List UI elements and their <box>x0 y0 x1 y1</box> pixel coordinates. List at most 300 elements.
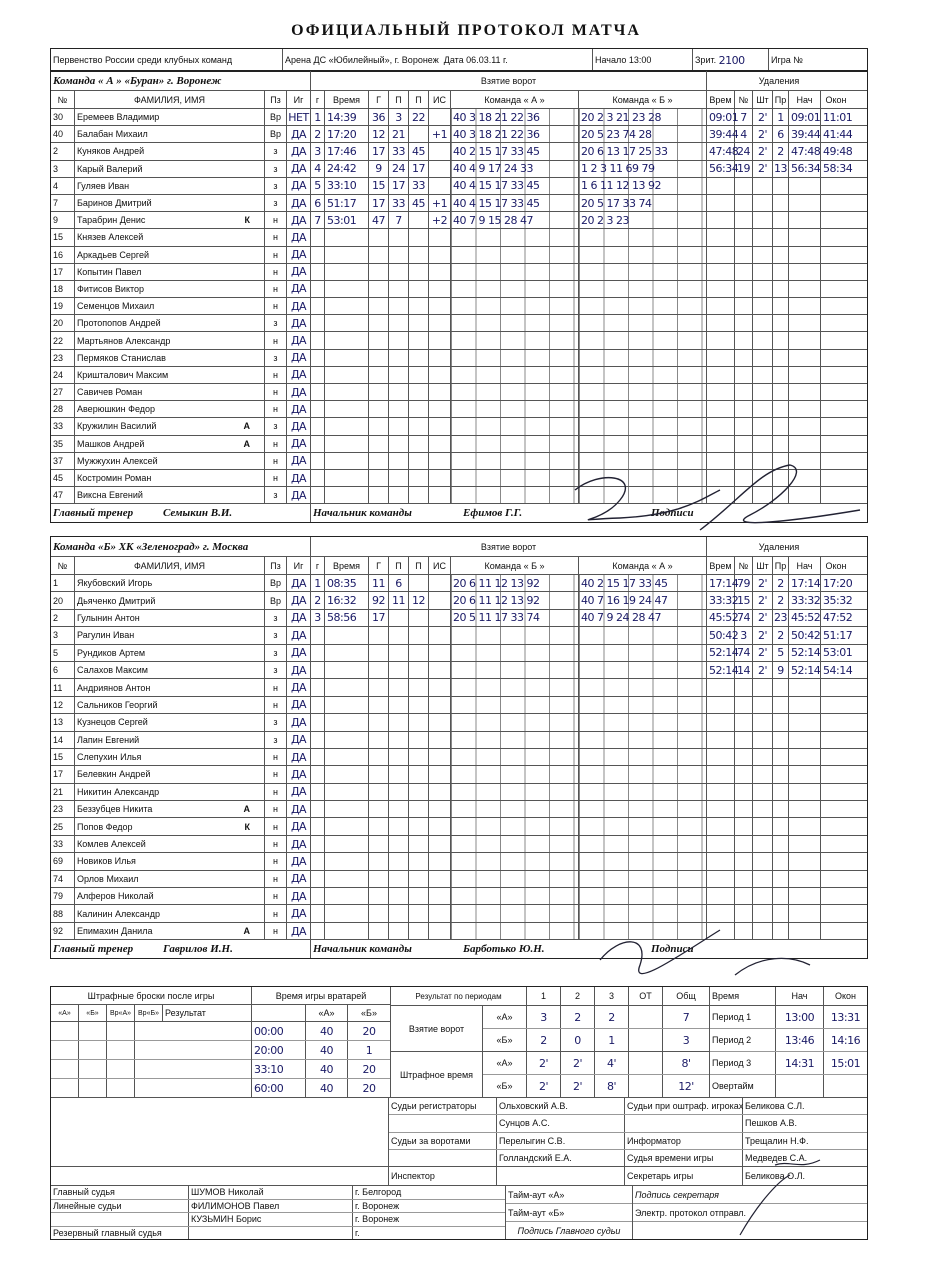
player-number: 40 <box>51 126 75 142</box>
player-played: ДА <box>287 401 311 417</box>
manager-name: Барботько Ю.Н. <box>463 943 545 956</box>
player-role: К <box>244 821 250 832</box>
player-number: 12 <box>51 697 75 713</box>
period-start: 13:46 <box>776 1029 824 1051</box>
manager-label: Начальник команды <box>313 943 412 956</box>
goal-time: 16:32 <box>325 592 369 608</box>
goal-situation: +1 <box>429 126 451 142</box>
player-number: 13 <box>51 714 75 730</box>
player-position: н <box>265 888 287 904</box>
player-number: 17 <box>51 766 75 782</box>
player-played: ДА <box>287 575 311 591</box>
player-name-text: Машков Андрей <box>77 438 145 449</box>
timeout-b: Тайм-аут «Б» <box>506 1204 632 1222</box>
period-block-label: Штрафное время <box>391 1052 483 1097</box>
player-position: н <box>265 697 287 713</box>
player-played: ДА <box>287 453 311 469</box>
goal-assist-1: 24 <box>389 161 409 177</box>
penalty-time: 17:14 <box>709 576 739 590</box>
goal-situation: +1 <box>429 195 451 211</box>
penalty-player: 7 <box>735 109 753 125</box>
player-name-text: Кружилин Василий <box>77 421 157 432</box>
player-position: н <box>265 923 287 939</box>
goal-scorer: 47 <box>369 212 389 228</box>
shootout-col: Вр«Б» <box>135 1005 163 1021</box>
player-played: ДА <box>287 679 311 695</box>
goals-section-title: Взятие ворот <box>311 71 707 90</box>
penalty-reason: 2 <box>773 627 789 643</box>
player-name-text: Копытин Павел <box>77 266 142 277</box>
player-number: 23 <box>51 801 75 817</box>
period-end: 13:31 <box>830 1010 861 1024</box>
player-played: ДА <box>287 836 311 852</box>
column-header: Нач <box>789 91 821 108</box>
player-name-text: Аркадьев Сергей <box>77 249 150 260</box>
player-number: 74 <box>51 871 75 887</box>
on-ice-own: 20 5 11 17 33 74 <box>451 610 579 626</box>
player-position: з <box>265 143 287 159</box>
penalty-player: 14 <box>735 662 753 678</box>
team-tag: «А» <box>483 1006 527 1028</box>
player-name-text: Кузнецов Сергей <box>77 717 148 728</box>
player-name-text: Якубовский Игорь <box>77 578 153 589</box>
on-ice-opponent: 20 5 23 74 28 <box>579 126 707 142</box>
column-header: Время <box>325 91 369 108</box>
on-ice-own: 20 6 11 12 13 92 <box>451 575 579 591</box>
player-played: ДА <box>287 766 311 782</box>
player-role: А <box>243 438 250 449</box>
period-value: 12' <box>678 1079 694 1093</box>
player-name-text: Алферов Николай <box>77 891 154 902</box>
team-tag: «Б» <box>483 1029 527 1051</box>
player-position: з <box>265 350 287 366</box>
penalty-end: 41:44 <box>823 127 853 141</box>
penalty-minutes: 2' <box>753 143 773 159</box>
player-role: А <box>243 804 250 815</box>
penalty-start: 50:42 <box>791 628 821 642</box>
player-position: н <box>265 384 287 400</box>
official-name: Беликова С.Л. <box>745 1101 805 1112</box>
penalty-minutes: 2' <box>753 645 773 661</box>
player-played: ДА <box>287 384 311 400</box>
coach-label: Главный тренер <box>53 507 134 520</box>
player-played: ДА <box>287 264 311 280</box>
on-ice-opponent: 40 7 16 19 24 47 <box>579 592 707 608</box>
penalty-start: 56:34 <box>791 162 821 176</box>
official-name: Сунцов А.С. <box>497 1115 625 1131</box>
player-played: ДА <box>287 143 311 159</box>
player-name-text: Семенцов Михаил <box>77 301 155 312</box>
player-position: н <box>265 871 287 887</box>
column-header: Время <box>325 557 369 574</box>
manager-label: Начальник команды <box>313 507 412 520</box>
end-col: Окон <box>834 991 856 1001</box>
column-header: П <box>409 91 429 108</box>
player-played: ДА <box>287 298 311 314</box>
goal-assist-1: 3 <box>389 109 409 125</box>
official-role: Судья времени игры <box>625 1150 743 1166</box>
goal-assist-1: 33 <box>389 143 409 159</box>
period-label: Период 1 <box>710 1006 776 1028</box>
player-name-text: Епимахин Данила <box>77 926 153 936</box>
player-name-text: Мужжухин Алексей <box>77 455 158 466</box>
player-number: 79 <box>51 888 75 904</box>
player-name-text: Попов Федор <box>77 821 133 832</box>
player-name-text: Аверюшкин Федор <box>77 404 156 415</box>
player-number: 9 <box>51 212 75 228</box>
penalty-player: 24 <box>735 143 753 159</box>
goal-scorer: 11 <box>369 575 389 591</box>
goalie-b: 20 <box>362 1081 376 1095</box>
player-played: ДА <box>287 871 311 887</box>
player-number: 3 <box>51 627 75 643</box>
period-value: 2' <box>561 1052 595 1074</box>
on-ice-opponent: 1 6 11 12 13 92 <box>579 178 707 194</box>
goalie-change-time: 60:00 <box>252 1079 306 1097</box>
goalie-col: «Б» <box>361 1008 377 1018</box>
penalty-start: 52:14 <box>791 646 821 660</box>
penalty-player: 4 <box>735 126 753 142</box>
column-header: Команда « А » <box>579 557 707 574</box>
goal-time: 17:20 <box>325 126 369 142</box>
spectators-label: Зрит. <box>695 55 717 65</box>
coach-label: Главный тренер <box>53 943 134 956</box>
player-played: ДА <box>287 801 311 817</box>
player-played: ДА <box>287 247 311 263</box>
goalie-b: 20 <box>362 1024 376 1038</box>
goal-scorer: 12 <box>369 126 389 142</box>
referee-role: Линейные судьи <box>51 1200 189 1213</box>
column-header: Команда « Б » <box>451 557 579 574</box>
goal-assist-1: 17 <box>389 178 409 194</box>
inspector-label: Инспектор <box>389 1167 497 1185</box>
goal-time: 17:46 <box>325 143 369 159</box>
signature-scribble <box>735 958 810 975</box>
player-position: н <box>265 836 287 852</box>
column-header: г <box>311 91 325 108</box>
penalty-end: 53:01 <box>823 646 853 660</box>
player-position: з <box>265 161 287 177</box>
official-role: Судьи за воротами <box>389 1133 497 1149</box>
player-name-text: Куняков Андрей <box>77 146 145 157</box>
goalie-change-time: 00:00 <box>252 1022 306 1040</box>
column-header: П <box>389 91 409 108</box>
goalie-b: 1 <box>365 1043 373 1057</box>
signature-scribble <box>740 1175 790 1235</box>
goal-scorer: 17 <box>369 143 389 159</box>
player-name-text: Фитисов Виктор <box>77 283 145 294</box>
player-number: 24 <box>51 367 75 383</box>
period-start: 14:31 <box>776 1052 824 1074</box>
period-label: Период 3 <box>710 1052 776 1074</box>
penalty-end: 51:17 <box>823 628 853 642</box>
goalie-change-time: 20:00 <box>252 1041 306 1059</box>
goal-number: 3 <box>311 143 325 159</box>
on-ice-own: 40 4 9 17 24 33 <box>451 161 579 177</box>
penalty-start: 47:48 <box>791 144 821 158</box>
penalty-start: 52:14 <box>791 663 821 677</box>
official-name: Перелыгин С.В. <box>497 1133 625 1149</box>
player-position: н <box>265 401 287 417</box>
official-name: Голландский Е.А. <box>497 1150 625 1166</box>
player-number: 69 <box>51 853 75 869</box>
goalie-a: 40 <box>306 1079 348 1097</box>
column-header: № <box>51 91 75 108</box>
player-name-text: Сальников Георгий <box>77 699 158 710</box>
player-name-text: Белевкин Андрей <box>77 769 151 780</box>
goalie-time-title: Время игры вратарей <box>252 987 390 1005</box>
column-header: ФАМИЛИЯ, ИМЯ <box>75 91 265 108</box>
player-number: 47 <box>51 487 75 503</box>
player-position: н <box>265 801 287 817</box>
player-name-text: Андриянов Антон <box>77 682 151 693</box>
penalty-minutes: 2' <box>753 592 773 608</box>
player-name-text: Кришталович Максим <box>77 369 169 380</box>
player-position: н <box>265 766 287 782</box>
penalty-player: 3 <box>735 627 753 643</box>
period-value: 2 <box>595 1006 629 1028</box>
on-ice-opponent: 40 2 15 17 33 45 <box>579 575 707 591</box>
player-played: ДА <box>287 418 311 434</box>
team-name: Команда « А » «Буран» г. Воронеж <box>51 71 311 90</box>
player-name-text: Гуляев Иван <box>77 180 130 191</box>
player-name-text: Пермяков Станислав <box>77 352 166 363</box>
player-played: ДА <box>287 749 311 765</box>
period-value: 2 <box>527 1029 561 1051</box>
goal-assist-2: 45 <box>409 195 429 211</box>
player-name-text: Беззубцев Никита <box>77 804 153 815</box>
player-played: ДА <box>287 888 311 904</box>
player-position: з <box>265 195 287 211</box>
penalty-end: 58:34 <box>823 162 853 176</box>
period-col: 2 <box>561 987 595 1005</box>
player-number: 20 <box>51 592 75 608</box>
shootout-col: «А» <box>51 1005 79 1021</box>
player-name-text: Рундиков Артем <box>77 647 146 658</box>
goal-number: 1 <box>311 109 325 125</box>
column-header: П <box>389 557 409 574</box>
period-col: 3 <box>595 987 629 1005</box>
goal-number: 7 <box>311 212 325 228</box>
goal-time: 08:35 <box>325 575 369 591</box>
result-label: Результат <box>165 1008 206 1018</box>
on-ice-own: 40 3 18 21 22 36 <box>451 109 579 125</box>
penalty-reason: 9 <box>773 662 789 678</box>
start-col: Нач <box>776 987 824 1005</box>
penalty-time: 39:44 <box>709 127 739 141</box>
period-value: 1 <box>595 1029 629 1051</box>
player-number: 3 <box>51 161 75 177</box>
player-name-text: Никитин Александр <box>77 786 160 797</box>
player-played: ДА <box>287 732 311 748</box>
player-name-text: Орлов Михаил <box>77 873 139 884</box>
manager-name: Ефимов Г.Г. <box>463 507 523 520</box>
player-played: ДА <box>287 714 311 730</box>
penalty-reason: 1 <box>773 109 789 125</box>
signature-scribble <box>700 465 860 530</box>
on-ice-own: 40 4 15 17 33 45 <box>451 178 579 194</box>
match-date: Дата 06.03.11 г. <box>443 55 508 65</box>
player-number: 33 <box>51 836 75 852</box>
player-position: з <box>265 645 287 661</box>
player-played: ДА <box>287 350 311 366</box>
player-position: н <box>265 470 287 486</box>
on-ice-opponent: 20 2 3 23 <box>579 212 707 228</box>
period-start: 13:00 <box>776 1006 824 1028</box>
player-name-text: Мартьянов Александр <box>77 335 171 346</box>
period-col: ОТ <box>629 987 663 1005</box>
column-header: ИС <box>429 557 451 574</box>
goal-time: 33:10 <box>325 178 369 194</box>
player-position: Вр <box>265 126 287 142</box>
period-results-title: Результат по периодам <box>391 987 527 1005</box>
penalty-time: 52:14 <box>709 646 739 660</box>
penalty-player: 74 <box>735 645 753 661</box>
goal-number: 1 <box>311 575 325 591</box>
player-name-text: Слепухин Илья <box>77 752 142 763</box>
start-time: Начало 13:00 <box>593 49 693 71</box>
team-name: Команда «Б» ХК «Зеленоград» г. Москва <box>51 537 311 556</box>
penalties-section-title: Удаления <box>758 541 800 552</box>
shootout-col: Вр«А» <box>107 1005 135 1021</box>
period-value: 4' <box>595 1052 629 1074</box>
player-number: 16 <box>51 247 75 263</box>
penalty-minutes: 2' <box>753 627 773 643</box>
goal-number: 5 <box>311 178 325 194</box>
column-header: № <box>735 91 753 108</box>
period-value: 8' <box>595 1075 629 1097</box>
secretary-signature-label: Подпись секретаря <box>633 1186 867 1204</box>
player-number: 15 <box>51 749 75 765</box>
player-name-text: Салахов Максим <box>77 665 148 676</box>
time-col: Время <box>710 987 776 1005</box>
player-position: з <box>265 732 287 748</box>
player-number: 21 <box>51 784 75 800</box>
column-header: Команда « Б » <box>579 91 707 108</box>
player-name-text: Лапин Евгений <box>77 734 140 745</box>
goal-time: 14:39 <box>325 109 369 125</box>
player-number: 33 <box>51 418 75 434</box>
player-number: 2 <box>51 143 75 159</box>
player-played: ДА <box>287 645 311 661</box>
penalty-minutes: 2' <box>753 610 773 626</box>
signature-scribble <box>775 1160 820 1165</box>
coach-name: Семыкин В.И. <box>161 504 311 522</box>
penalty-end: 11:01 <box>823 110 853 124</box>
player-position: н <box>265 818 287 834</box>
goal-time: 58:56 <box>325 610 369 626</box>
player-played: ДА <box>287 853 311 869</box>
penalty-reason: 2 <box>773 592 789 608</box>
goal-scorer: 36 <box>369 109 389 125</box>
player-number: 17 <box>51 264 75 280</box>
penalty-start: 33:32 <box>791 594 821 608</box>
column-header: Г <box>369 557 389 574</box>
period-value: 2' <box>527 1075 561 1097</box>
penalty-time: 56:34 <box>709 162 739 176</box>
goal-assist-1: 11 <box>389 592 409 608</box>
player-name-text: Еремеев Владимир <box>77 112 160 123</box>
player-role: А <box>243 421 250 432</box>
column-header: Врем <box>707 91 735 108</box>
shootout-col: «Б» <box>79 1005 107 1021</box>
penalty-start: 09:01 <box>791 110 821 124</box>
penalty-minutes: 2' <box>753 662 773 678</box>
player-name-text: Тарабрин Денис <box>77 215 146 226</box>
on-ice-opponent: 20 6 13 17 25 33 <box>579 143 707 159</box>
secretary-label: Секретарь игры <box>625 1167 743 1185</box>
penalty-minutes: 2' <box>753 109 773 125</box>
player-name-text: Балабан Михаил <box>77 129 148 140</box>
player-played: НЕТ <box>287 109 311 125</box>
penalties-section-title: Удаления <box>758 75 800 86</box>
period-value: 8' <box>681 1056 691 1070</box>
goal-assist-2: 12 <box>409 592 429 608</box>
official-role: Информатор <box>625 1133 743 1149</box>
period-value: 2 <box>561 1006 595 1028</box>
player-played: ДА <box>287 436 311 452</box>
player-number: 11 <box>51 679 75 695</box>
column-header: Шт <box>753 557 773 574</box>
goalie-col: «А» <box>306 1005 348 1021</box>
referee-city: г. <box>355 1227 360 1238</box>
player-position: н <box>265 784 287 800</box>
penalty-start: 45:52 <box>791 611 821 625</box>
official-name: Пешков А.В. <box>745 1118 798 1129</box>
penalty-time: 09:01 <box>709 110 739 124</box>
shootout-title: Штрафные броски после игры <box>51 987 251 1005</box>
goal-scorer: 9 <box>369 161 389 177</box>
player-number: 28 <box>51 401 75 417</box>
player-played: ДА <box>287 784 311 800</box>
referee-city: г. Белгород <box>355 1187 402 1198</box>
player-position: н <box>265 264 287 280</box>
player-position: н <box>265 905 287 921</box>
column-header: Окон <box>825 94 847 105</box>
player-played: ДА <box>287 332 311 348</box>
player-played: ДА <box>287 627 311 643</box>
player-number: 25 <box>51 818 75 834</box>
player-played: ДА <box>287 487 311 503</box>
signatures-label: Подписи <box>651 507 694 520</box>
on-ice-opponent: 20 2 3 21 23 28 <box>579 109 707 125</box>
player-position: н <box>265 453 287 469</box>
penalty-player: 74 <box>735 610 753 626</box>
goal-number: 4 <box>311 161 325 177</box>
penalty-time: 52:14 <box>709 663 739 677</box>
player-played: ДА <box>287 315 311 331</box>
on-ice-own: 40 2 15 17 33 45 <box>451 143 579 159</box>
player-name-text: Дьяченко Дмитрий <box>77 595 156 606</box>
column-header: Г <box>369 91 389 108</box>
column-header: Окон <box>825 560 847 571</box>
goal-scorer: 92 <box>369 592 389 608</box>
player-position: з <box>265 627 287 643</box>
goal-time: 53:01 <box>325 212 369 228</box>
column-header: Пр <box>773 557 789 574</box>
player-position: н <box>265 436 287 452</box>
team-tag: «А» <box>483 1052 527 1074</box>
player-name-text: Комлев Алексей <box>77 839 146 850</box>
referee-name: ШУМОВ Николай <box>189 1186 353 1199</box>
column-header: г <box>311 557 325 574</box>
player-number: 37 <box>51 453 75 469</box>
player-position: з <box>265 487 287 503</box>
player-played: ДА <box>287 229 311 245</box>
player-position: з <box>265 662 287 678</box>
period-value: 0 <box>561 1029 595 1051</box>
column-header: № <box>51 557 75 574</box>
